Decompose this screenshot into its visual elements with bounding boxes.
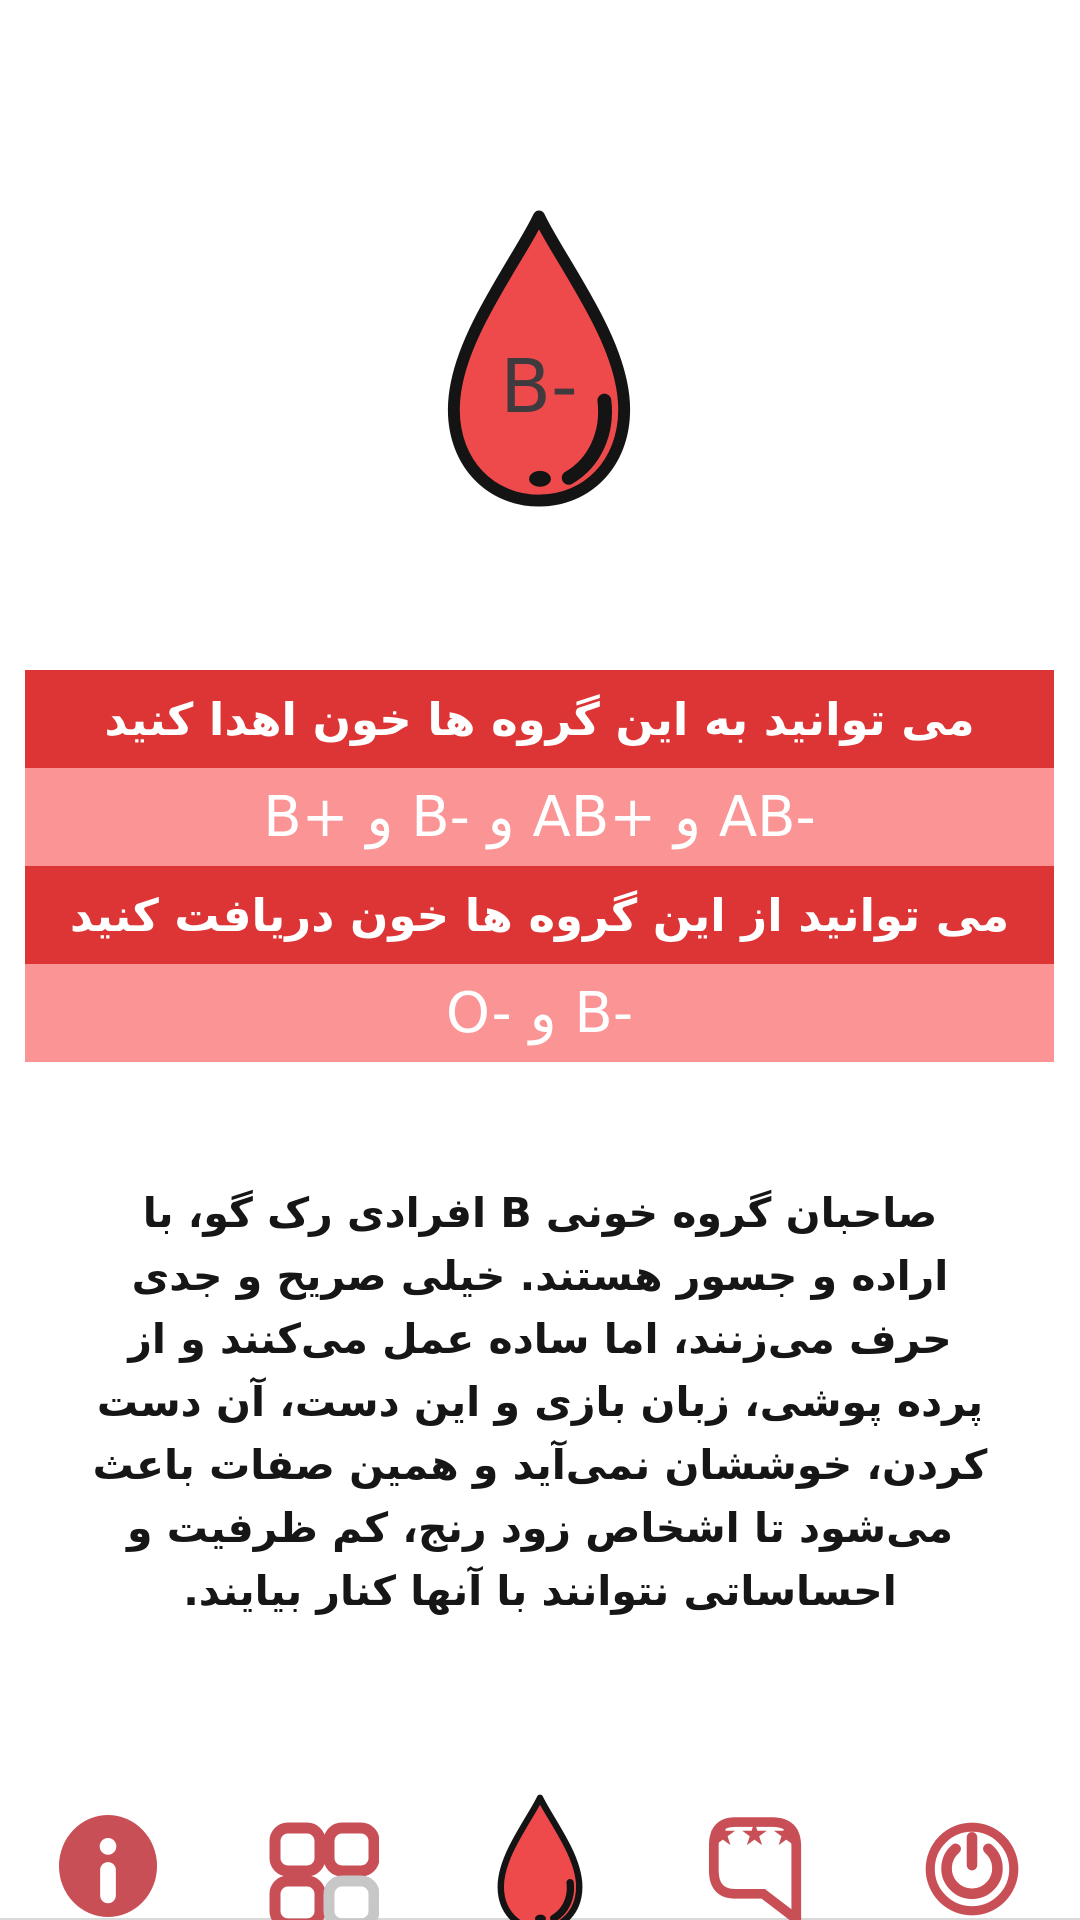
chat-stars: ★★★ xyxy=(708,1815,804,1853)
donate-header-row: می توانید به این گروه ها خون اهدا کنید xyxy=(25,670,1054,768)
grid-icon xyxy=(269,1822,379,1920)
donate-groups-row: B+ و B- و AB+ و AB- xyxy=(25,768,1054,866)
info-icon xyxy=(57,1814,159,1918)
nav-item-comments[interactable] xyxy=(648,1780,864,1920)
receive-groups-row: O- و B- xyxy=(25,964,1054,1062)
nav-item-categories[interactable] xyxy=(216,1780,432,1920)
receive-header-row: می توانید از این گروه ها خون دریافت کنید xyxy=(25,866,1054,964)
hero-blood-drop xyxy=(437,206,641,512)
nav-item-blood-types[interactable] xyxy=(432,1780,648,1920)
nav-item-exit[interactable] xyxy=(864,1780,1080,1920)
compatibility-table xyxy=(25,670,1054,1062)
bottom-nav xyxy=(0,1780,1080,1920)
blood-type-label: B- xyxy=(500,344,578,430)
blood-drop-icon xyxy=(493,1793,587,1920)
power-icon xyxy=(924,1821,1020,1917)
nav-item-info[interactable] xyxy=(0,1780,216,1920)
personality-description: صاحبان گروه خونی B افرادی رک گو، با اراده و جسور هستند. خیلی صریح و جدی حرف می‌زنند، اما ساده عمل می‌کنند و از پرده پوشی، زبان بازی و این دست، آن دست کردن، خوششان نمی‌آید و همین صفات باعث می‌شود تا اشخاص زود رنج، کم ظرفیت و احساساتی نتوانند با آنها کنار بیایند. xyxy=(92,1189,988,1615)
